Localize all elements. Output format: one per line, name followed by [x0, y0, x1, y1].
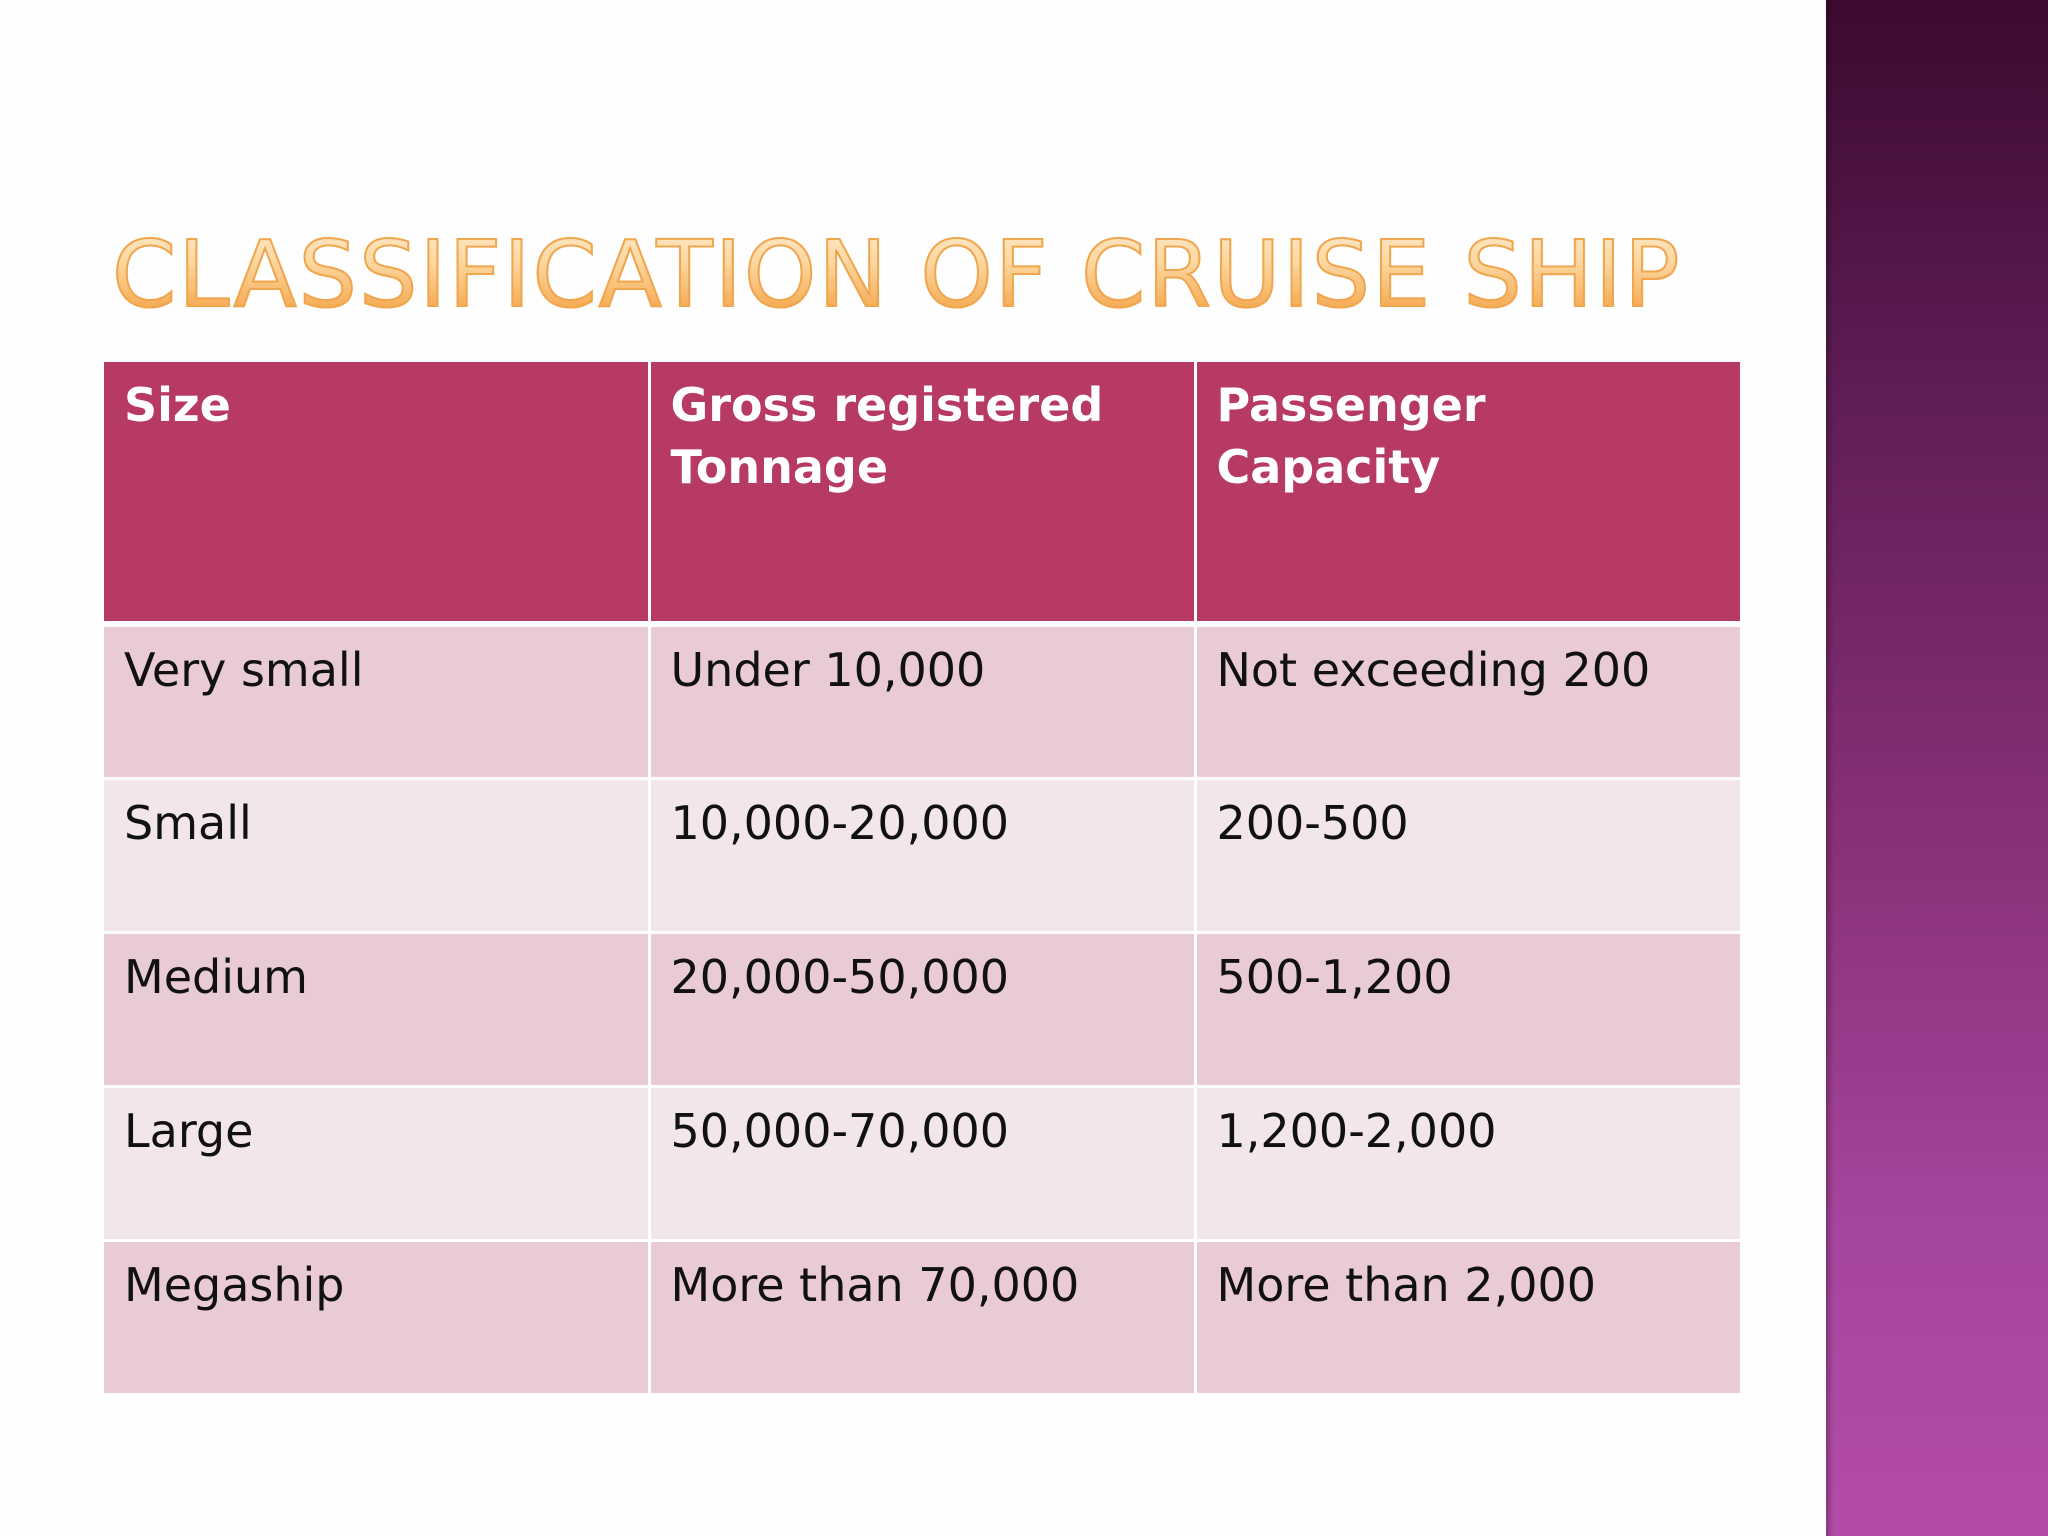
classification-table-container: [104, 362, 1740, 1396]
cell-tonnage: 10,000-20,000: [649, 778, 1195, 932]
cell-tonnage: 50,000-70,000: [649, 1086, 1195, 1240]
cell-size: Large: [104, 1086, 649, 1240]
table-header-row: [104, 362, 1740, 624]
slide-title: CLASSIFICATION OF CRUISE SHIP: [112, 210, 1792, 340]
header-size: Size: [104, 362, 649, 624]
cell-size: Medium: [104, 932, 649, 1086]
header-gross-tonnage: Gross registered Tonnage: [649, 362, 1195, 624]
classification-table: [104, 362, 1740, 1396]
cell-tonnage: Under 10,000: [649, 624, 1195, 778]
table-row: [104, 932, 1740, 1086]
cell-capacity: More than 2,000: [1195, 1240, 1740, 1394]
cell-capacity: 500-1,200: [1195, 932, 1740, 1086]
cell-capacity: 200-500: [1195, 778, 1740, 932]
table-row: [104, 1086, 1740, 1240]
decorative-side-band: [1826, 0, 2048, 1536]
table-row: [104, 778, 1740, 932]
cell-size: Small: [104, 778, 649, 932]
cell-capacity: Not exceeding 200: [1195, 624, 1740, 778]
cell-tonnage: 20,000-50,000: [649, 932, 1195, 1086]
cell-size: Megaship: [104, 1240, 649, 1394]
header-passenger-capacity: Passenger Capacity: [1195, 362, 1740, 624]
side-band-shadow: [1826, 0, 1834, 1536]
cell-size: Very small: [104, 624, 649, 778]
cell-tonnage: More than 70,000: [649, 1240, 1195, 1394]
table-row: [104, 1240, 1740, 1394]
cell-capacity: 1,200-2,000: [1195, 1086, 1740, 1240]
table-row: [104, 624, 1740, 778]
